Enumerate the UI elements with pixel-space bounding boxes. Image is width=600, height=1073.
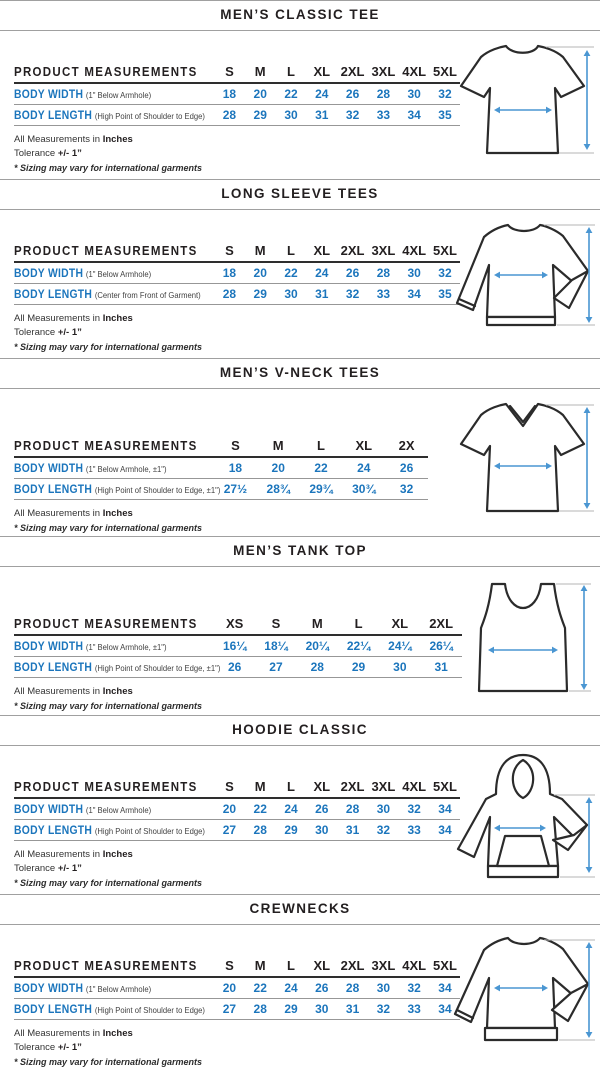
- measurement-row: [14, 799, 460, 820]
- size-column-header: S: [225, 64, 234, 79]
- measurement-method-note: (High Point of Shoulder to Edge, ±1"): [94, 484, 221, 495]
- size-column-header: 2XL: [340, 242, 365, 258]
- measurement-method-note: (Center from Front of Garment): [94, 289, 201, 300]
- measurement-value: 28: [253, 823, 267, 838]
- body-length-arrow: [581, 585, 588, 690]
- table-rows: [14, 799, 460, 841]
- size-column-header: 5XL: [433, 242, 457, 258]
- measurement-value: 30: [393, 660, 407, 675]
- measurements-table: [14, 779, 460, 841]
- section-title-bar: [0, 358, 600, 389]
- measurement-label: BODY WIDTH: [14, 804, 84, 817]
- size-column-header: XL: [355, 437, 373, 453]
- measurement-label: BODY WIDTH: [14, 89, 84, 101]
- measurement-label: BODY LENGTH: [14, 288, 93, 301]
- size-column-header: 5XL: [433, 64, 457, 79]
- footnote-text: All Measurements in: [14, 134, 103, 145]
- garment-outline: [479, 584, 567, 691]
- size-column-header: M: [254, 242, 266, 258]
- footnote-text: All Measurements in: [14, 312, 103, 324]
- measurement-method-note: (1" Below Armhole, ±1"): [85, 463, 167, 474]
- measurements-table: [14, 438, 428, 500]
- measurement-row: [14, 84, 460, 105]
- size-column-header: 5XL: [433, 779, 457, 795]
- measurement-value: 18: [228, 460, 243, 475]
- measurement-value: 28¾: [266, 481, 290, 496]
- measurement-method-note: (1" Below Armhole): [85, 90, 152, 100]
- measurement-value: 30¾: [352, 481, 376, 496]
- measurement-row: [14, 479, 428, 500]
- table-header-row: [14, 958, 460, 978]
- measurement-value: 24: [315, 87, 329, 101]
- size-chart-section: [0, 358, 600, 537]
- measurement-row: [14, 105, 460, 126]
- footnote-text: * Sizing may vary for international garments: [14, 163, 203, 173]
- size-column-header: 2XL: [429, 616, 454, 632]
- measurement-row: [14, 263, 460, 284]
- measurement-value: 22: [253, 802, 267, 817]
- footnote-text: * Sizing may vary for international garments: [14, 1056, 203, 1067]
- measurement-value: 33: [376, 286, 391, 301]
- measurement-value: 32: [407, 980, 421, 995]
- size-column-header: 4XL: [402, 64, 427, 79]
- measurement-label: BODY WIDTH: [14, 267, 84, 280]
- measurement-value: 24: [357, 460, 371, 475]
- size-column-header: 4XL: [402, 242, 427, 258]
- measurement-value: 28: [345, 980, 360, 995]
- measurement-value: 18¼: [264, 639, 288, 654]
- measurement-value: 24: [284, 980, 298, 995]
- measurement-value: 18: [222, 87, 237, 101]
- measurement-value: 22: [253, 980, 267, 995]
- footnote-text: * Sizing may vary for international garments: [14, 701, 203, 712]
- measurement-method-note: (1" Below Armhole): [85, 983, 152, 994]
- size-column-header: 5XL: [433, 957, 457, 973]
- measurement-value: 29: [253, 108, 267, 122]
- section-title: CREWNECKS: [249, 900, 351, 916]
- size-column-header: L: [287, 957, 295, 973]
- size-chart-section: [0, 715, 600, 894]
- measurement-value: 29: [284, 823, 298, 838]
- measurement-value: 26: [345, 265, 360, 280]
- section-title-bar: [0, 894, 600, 925]
- size-column-header: XL: [391, 616, 409, 632]
- table-rows: [14, 636, 462, 678]
- hoodie-illustration: [448, 749, 598, 891]
- footnote-emphasis: +/- 1”: [57, 1041, 82, 1053]
- measurements-table: [14, 616, 462, 678]
- measurement-value: 32: [407, 802, 421, 817]
- measurement-label: BODY LENGTH: [14, 662, 93, 675]
- measurement-value: 30: [284, 108, 298, 122]
- footnote-text: Tolerance: [14, 1041, 58, 1053]
- size-column-header: 4XL: [402, 957, 427, 973]
- size-column-header: XL: [313, 779, 331, 795]
- size-column-header: XS: [225, 616, 244, 632]
- measurement-value: 26: [399, 460, 414, 475]
- size-column-header: XL: [313, 242, 331, 258]
- size-chart-section: [0, 536, 600, 715]
- measurement-label: BODY LENGTH: [14, 483, 93, 496]
- size-column-header: M: [311, 616, 323, 632]
- measurement-value: 32: [345, 286, 360, 301]
- measurement-value: 32: [399, 481, 414, 496]
- size-column-header: XL: [313, 957, 331, 973]
- measurement-method-note: (1" Below Armhole): [85, 268, 152, 279]
- table-rows: [14, 263, 460, 305]
- size-column-header: M: [254, 64, 266, 79]
- measurement-value: 28: [376, 265, 391, 280]
- size-column-header: XL: [313, 64, 331, 79]
- measurement-value: 24: [284, 802, 298, 817]
- footnote-text: All Measurements in: [14, 849, 103, 861]
- measurement-row: [14, 284, 460, 305]
- measurement-value: 31: [315, 108, 329, 122]
- table-rows: [14, 458, 428, 500]
- size-chart-section: [0, 0, 600, 179]
- measurement-value: 33: [407, 1001, 421, 1016]
- size-columns: [214, 243, 460, 258]
- measurements-table: [14, 958, 460, 1020]
- measurement-value: 26: [315, 802, 329, 817]
- section-title-bar: [0, 0, 600, 31]
- measurement-label-group: [14, 979, 194, 997]
- measurement-value: 26¼: [429, 639, 453, 654]
- measurement-value: 22¼: [346, 639, 371, 654]
- measurement-value: 29: [253, 286, 267, 301]
- garment-outline: [461, 46, 584, 153]
- size-columns: [214, 616, 462, 631]
- garment-outline: [461, 404, 584, 511]
- measurement-label: BODY WIDTH: [14, 641, 84, 654]
- measurement-value: 20: [253, 265, 267, 280]
- footnote-emphasis: +/- 1”: [57, 326, 82, 338]
- section-title: MEN’S CLASSIC TEE: [220, 7, 380, 22]
- footnote-text: Tolerance: [14, 863, 58, 875]
- size-column-header: S: [231, 437, 240, 453]
- size-column-header: 3XL: [371, 957, 396, 973]
- measurement-value: 18: [222, 265, 237, 280]
- size-column-header: L: [287, 779, 295, 795]
- measurement-value: 33: [376, 108, 391, 122]
- measurement-value: 28: [376, 87, 391, 101]
- measurement-value: 32: [376, 1001, 391, 1016]
- measurement-label-group: [14, 85, 194, 103]
- size-column-header: L: [317, 437, 325, 453]
- table-header-label: PRODUCT MEASUREMENTS: [14, 780, 198, 795]
- footnote-text: Tolerance: [14, 148, 58, 159]
- footnote-emphasis: Inches: [102, 1027, 133, 1039]
- measurement-label: BODY LENGTH: [14, 110, 93, 122]
- size-column-header: S: [225, 242, 234, 258]
- measurement-method-note: (High Point of Shoulder to Edge): [94, 111, 205, 121]
- measurement-label-group: [14, 459, 194, 477]
- size-columns: [214, 438, 428, 453]
- body-length-arrow: [584, 407, 591, 509]
- measurement-value: 35: [438, 286, 452, 301]
- measurement-label-group: [14, 285, 201, 303]
- measurement-row: [14, 820, 460, 841]
- size-column-header: 3XL: [371, 242, 396, 258]
- size-column-header: S: [225, 957, 234, 973]
- measurement-value: 27: [222, 1001, 237, 1016]
- measurement-label-group: [14, 658, 221, 676]
- measurement-label-group: [14, 106, 205, 124]
- footnote-emphasis: +/- 1”: [57, 863, 82, 875]
- measurement-row: [14, 458, 428, 479]
- measurement-value: 26: [227, 660, 242, 675]
- size-column-header: S: [225, 779, 234, 795]
- size-column-header: M: [272, 437, 284, 453]
- size-column-header: M: [254, 779, 266, 795]
- measurement-value: 20: [222, 802, 237, 817]
- footnote-text: All Measurements in: [14, 507, 103, 519]
- measurement-value: 28: [222, 108, 237, 122]
- measurement-value: 27½: [223, 481, 248, 496]
- size-column-header: 2XL: [340, 957, 365, 973]
- footnote-text: All Measurements in: [14, 686, 103, 698]
- size-columns: [214, 64, 460, 79]
- measurement-value: 26: [345, 87, 360, 101]
- v-neck-tee-illustration: [448, 392, 598, 534]
- measurement-value: 22: [284, 265, 298, 280]
- measurement-method-note: (1" Below Armhole, ±1"): [85, 642, 167, 653]
- table-header-row: [14, 779, 460, 799]
- measurement-value: 20: [253, 87, 267, 101]
- measurement-value: 30: [376, 802, 391, 817]
- table-header-row: [14, 616, 462, 636]
- size-column-header: S: [271, 616, 281, 632]
- size-column-header: L: [287, 64, 295, 79]
- size-chart-section: [0, 179, 600, 358]
- measurement-value: 33: [407, 823, 421, 838]
- footnote-emphasis: +/- 1”: [57, 148, 82, 159]
- footnote-text: * Sizing may vary for international garments: [14, 522, 203, 533]
- table-header-label: PRODUCT MEASUREMENTS: [14, 438, 198, 453]
- measurement-value: 22: [284, 87, 298, 101]
- measurement-value: 31: [345, 823, 360, 838]
- size-column-header: 2X: [398, 437, 415, 453]
- section-title: MEN’S TANK TOP: [233, 543, 367, 559]
- size-column-header: M: [254, 957, 266, 973]
- measurement-label-group: [14, 821, 205, 839]
- measurement-value: 28: [253, 1001, 267, 1016]
- measurement-value: 34: [407, 108, 421, 122]
- measurement-label: BODY LENGTH: [14, 1003, 93, 1016]
- tank-top-illustration: [448, 570, 598, 712]
- measurement-value: 16¼: [222, 639, 247, 654]
- footnote-text: All Measurements in: [14, 1027, 103, 1039]
- measurement-value: 31: [315, 286, 329, 301]
- measurement-row: [14, 999, 460, 1020]
- measurement-value: 30: [284, 286, 298, 301]
- measurement-value: 32: [345, 108, 360, 122]
- size-column-header: 4XL: [402, 779, 427, 795]
- measurement-value: 34: [438, 802, 452, 817]
- measurement-value: 29¾: [309, 481, 333, 496]
- footnote-text: * Sizing may vary for international garments: [14, 341, 203, 352]
- size-column-header: 2XL: [340, 64, 365, 79]
- footnote-emphasis: Inches: [102, 312, 133, 324]
- measurement-method-note: (High Point of Shoulder to Edge): [94, 1004, 205, 1015]
- measurement-method-note: (High Point of Shoulder to Edge): [94, 826, 205, 837]
- measurement-value: 28: [222, 286, 237, 301]
- table-header-label: PRODUCT MEASUREMENTS: [14, 617, 198, 632]
- size-columns: [214, 958, 460, 973]
- measurement-value: 34: [407, 286, 421, 301]
- size-column-header: L: [354, 616, 363, 632]
- measurement-value: 27: [222, 823, 237, 838]
- measurement-label-group: [14, 480, 221, 498]
- section-title-bar: [0, 715, 600, 746]
- footnote-emphasis: Inches: [102, 686, 133, 698]
- body-length-arrow: [586, 942, 593, 1038]
- measurement-value: 29: [351, 660, 366, 675]
- measurement-method-note: (High Point of Shoulder to Edge, ±1"): [94, 663, 221, 674]
- table-header-label: PRODUCT MEASUREMENTS: [14, 65, 198, 79]
- measurement-value: 32: [438, 87, 452, 101]
- size-column-header: 2XL: [340, 779, 365, 795]
- size-column-header: 3XL: [371, 64, 396, 79]
- table-header-label: PRODUCT MEASUREMENTS: [14, 958, 198, 973]
- measurement-value: 20¼: [305, 639, 329, 654]
- footnote-text: * Sizing may vary for international garments: [14, 878, 203, 889]
- size-column-header: L: [287, 242, 295, 258]
- measurement-label: BODY LENGTH: [14, 825, 93, 838]
- table-header-label: PRODUCT MEASUREMENTS: [14, 243, 198, 258]
- measurement-value: 20: [222, 980, 237, 995]
- measurement-value: 30: [315, 1001, 329, 1016]
- section-title: LONG SLEEVE TEES: [221, 185, 379, 201]
- measurement-value: 32: [376, 823, 391, 838]
- table-rows: [14, 84, 460, 126]
- crewneck-illustration: [448, 928, 598, 1070]
- table-header-row: [14, 243, 460, 263]
- footnote-emphasis: Inches: [102, 134, 133, 145]
- measurement-value: 30: [407, 87, 421, 101]
- measurement-value: 34: [438, 1001, 452, 1016]
- measurement-value: 24¼: [388, 639, 412, 654]
- measurement-value: 28: [310, 660, 324, 675]
- measurement-label-group: [14, 264, 194, 282]
- footnote-emphasis: Inches: [102, 507, 133, 519]
- measurement-label: BODY WIDTH: [14, 982, 84, 995]
- section-title: HOODIE CLASSIC: [232, 722, 368, 738]
- garment-outline: [458, 755, 587, 877]
- section-title: MEN’S V-NECK TEES: [219, 364, 381, 380]
- section-title-bar: [0, 179, 600, 210]
- measurement-value: 31: [434, 660, 448, 675]
- table-rows: [14, 978, 460, 1020]
- measurement-value: 32: [438, 265, 452, 280]
- measurement-row: [14, 657, 462, 678]
- measurement-label: BODY WIDTH: [14, 462, 84, 475]
- measurement-value: 34: [438, 823, 452, 838]
- measurement-value: 28: [345, 802, 360, 817]
- measurement-value: 29: [284, 1001, 298, 1016]
- measurements-table: [14, 64, 460, 126]
- body-length-arrow: [586, 797, 593, 873]
- measurement-row: [14, 978, 460, 999]
- measurement-value: 34: [438, 980, 452, 995]
- measurement-value: 27: [269, 660, 283, 675]
- measurement-value: 35: [438, 108, 452, 122]
- measurement-value: 20: [271, 460, 285, 475]
- measurement-value: 30: [315, 823, 329, 838]
- size-columns: [214, 779, 460, 794]
- measurement-label-group: [14, 637, 194, 655]
- measurement-row: [14, 636, 462, 657]
- table-header-row: [14, 64, 460, 84]
- size-column-header: 3XL: [371, 779, 396, 795]
- measurement-value: 26: [315, 980, 329, 995]
- measurements-table: [14, 243, 460, 305]
- measurement-value: 30: [407, 265, 421, 280]
- measurement-label-group: [14, 1000, 205, 1018]
- measurement-value: 22: [314, 460, 328, 475]
- measurement-value: 30: [376, 980, 391, 995]
- measurement-label-group: [14, 800, 194, 818]
- garment-outline: [455, 938, 588, 1040]
- measurement-value: 31: [345, 1001, 360, 1016]
- long-sleeve-tee-illustration: [448, 213, 598, 355]
- table-header-row: [14, 438, 428, 458]
- classic-tee-illustration: [448, 34, 598, 176]
- footnote-text: Tolerance: [14, 326, 58, 338]
- measurement-method-note: (1" Below Armhole): [85, 805, 152, 816]
- measurement-value: 24: [315, 265, 329, 280]
- footnote-emphasis: Inches: [102, 849, 133, 861]
- size-chart-section: [0, 894, 600, 1073]
- body-length-arrow: [584, 50, 591, 150]
- section-title-bar: [0, 536, 600, 567]
